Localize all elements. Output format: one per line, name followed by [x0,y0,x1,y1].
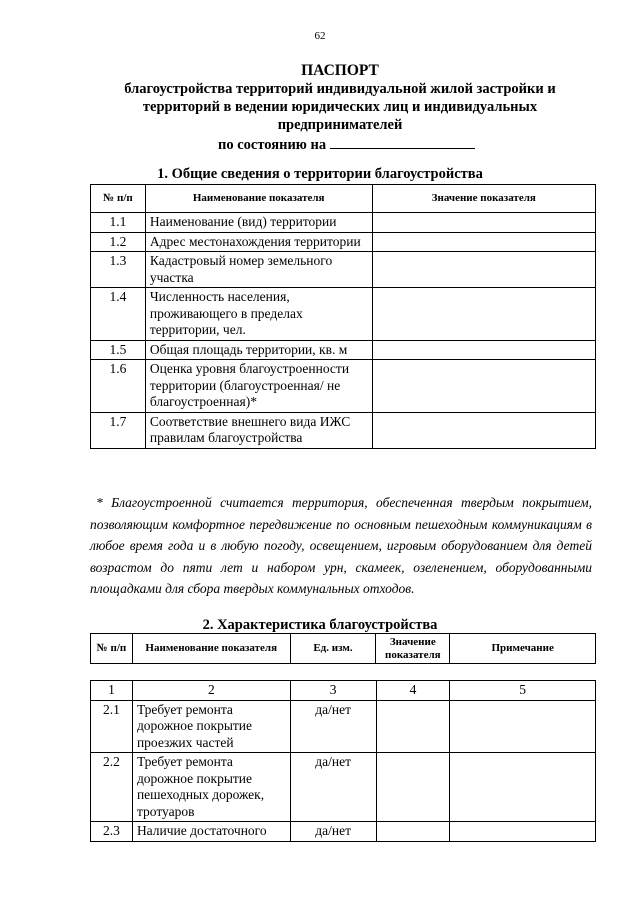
row-indicator-name: Численность населения, проживающего в пределах территории, чел. [145,288,372,341]
row-value-cell[interactable] [376,700,450,753]
row-number: 1.4 [91,288,146,341]
row-value-cell[interactable] [372,340,595,360]
column-index: 1 [91,681,133,701]
column-header-unit: Ед. изм. [290,634,376,664]
row-number: 1.5 [91,340,146,360]
row-number: 2.3 [91,822,133,842]
row-number: 1.1 [91,213,146,233]
row-value-cell[interactable] [372,412,595,448]
column-header-value: Значение показателя [376,634,450,664]
row-indicator-name: Адрес местонахождения территории [145,232,372,252]
passport-title-block [90,62,590,134]
table-row [91,288,596,341]
document-subtitle-line-3: предпринимателей [277,117,403,133]
row-number: 2.2 [91,753,133,822]
column-index: 4 [376,681,450,701]
row-value-cell[interactable] [376,822,450,842]
as-of-date-blank [330,134,475,149]
row-indicator-name: Требует ремонта дорожное покрытие проезжих частей [132,700,290,753]
row-note-cell[interactable] [450,700,596,753]
row-value-cell[interactable] [376,753,450,822]
row-value-cell[interactable] [372,232,595,252]
row-unit: да/нет [290,822,376,842]
row-value-cell[interactable] [372,360,595,413]
table-row [91,232,596,252]
row-note-cell[interactable] [450,822,596,842]
table-header-row [91,185,596,213]
document-subtitle-line-2: территорий в ведении юридических лиц и индивидуальных [142,99,538,115]
as-of-label: по состоянию на [218,137,327,153]
row-value-cell[interactable] [372,213,595,233]
table-row [91,213,596,233]
as-of-date-line [218,134,475,154]
row-indicator-name: Наименование (вид) территории [145,213,372,233]
row-value-cell[interactable] [372,252,595,288]
column-index: 5 [450,681,596,701]
row-indicator-name: Наличие достаточного [132,822,290,842]
column-header-number: № п/п [91,185,146,213]
column-index-row [91,681,596,701]
row-number: 1.3 [91,252,146,288]
row-unit: да/нет [290,700,376,753]
page-number: 62 [314,30,326,42]
table-row [91,753,596,822]
column-index: 2 [132,681,290,701]
row-value-cell[interactable] [372,288,595,341]
row-number: 2.1 [91,700,133,753]
characteristics-header-table [90,633,596,664]
column-header-number: № п/п [91,634,133,664]
characteristics-table [90,680,596,842]
document-subtitle-line-1: благоустройства территорий индивидуальной жилой застройки и [124,81,556,97]
document-title: ПАСПОРТ [301,62,379,79]
row-number: 1.7 [91,412,146,448]
row-number: 1.2 [91,232,146,252]
general-info-table [90,184,596,449]
column-index: 3 [290,681,376,701]
table-header-row [91,634,596,664]
row-unit: да/нет [290,753,376,822]
table-row [91,412,596,448]
table-row [91,700,596,753]
footnote-text: * Благоустроенной считается территория, обеспеченная твердым покрытием, позволяющим комфортное передвижение по основным пешеходным коммуникациям в любое время года и в любую погоду, освещением, игровым оборудованием для детей возрастом до пяти лет и набором урн, скамеек, озеленением, оборудованными площадками для сбора твердых коммунальных отходов. [90,495,592,596]
row-indicator-name: Соответствие внешнего вида ИЖС правилам благоустройства [145,412,372,448]
table-row [91,252,596,288]
row-indicator-name: Требует ремонта дорожное покрытие пешеходных дорожек, тротуаров [132,753,290,822]
table-row [91,340,596,360]
column-header-name: Наименование показателя [145,185,372,213]
row-note-cell[interactable] [450,753,596,822]
column-header-value: Значение показателя [372,185,595,213]
section-1-title: 1. Общие сведения о территории благоустройства [157,166,483,182]
column-header-name: Наименование показателя [132,634,290,664]
row-indicator-name: Кадастровый номер земельного участка [145,252,372,288]
section-2-title: 2. Характеристика благоустройства [202,617,438,633]
row-indicator-name: Общая площадь территории, кв. м [145,340,372,360]
column-header-note: Примечание [450,634,596,664]
row-indicator-name: Оценка уровня благоустроенности территории (благоустроенная/ не благоустроенная)* [145,360,372,413]
footnote-well-maintained-definition [90,492,592,600]
table-row [91,822,596,842]
table-row [91,360,596,413]
row-number: 1.6 [91,360,146,413]
